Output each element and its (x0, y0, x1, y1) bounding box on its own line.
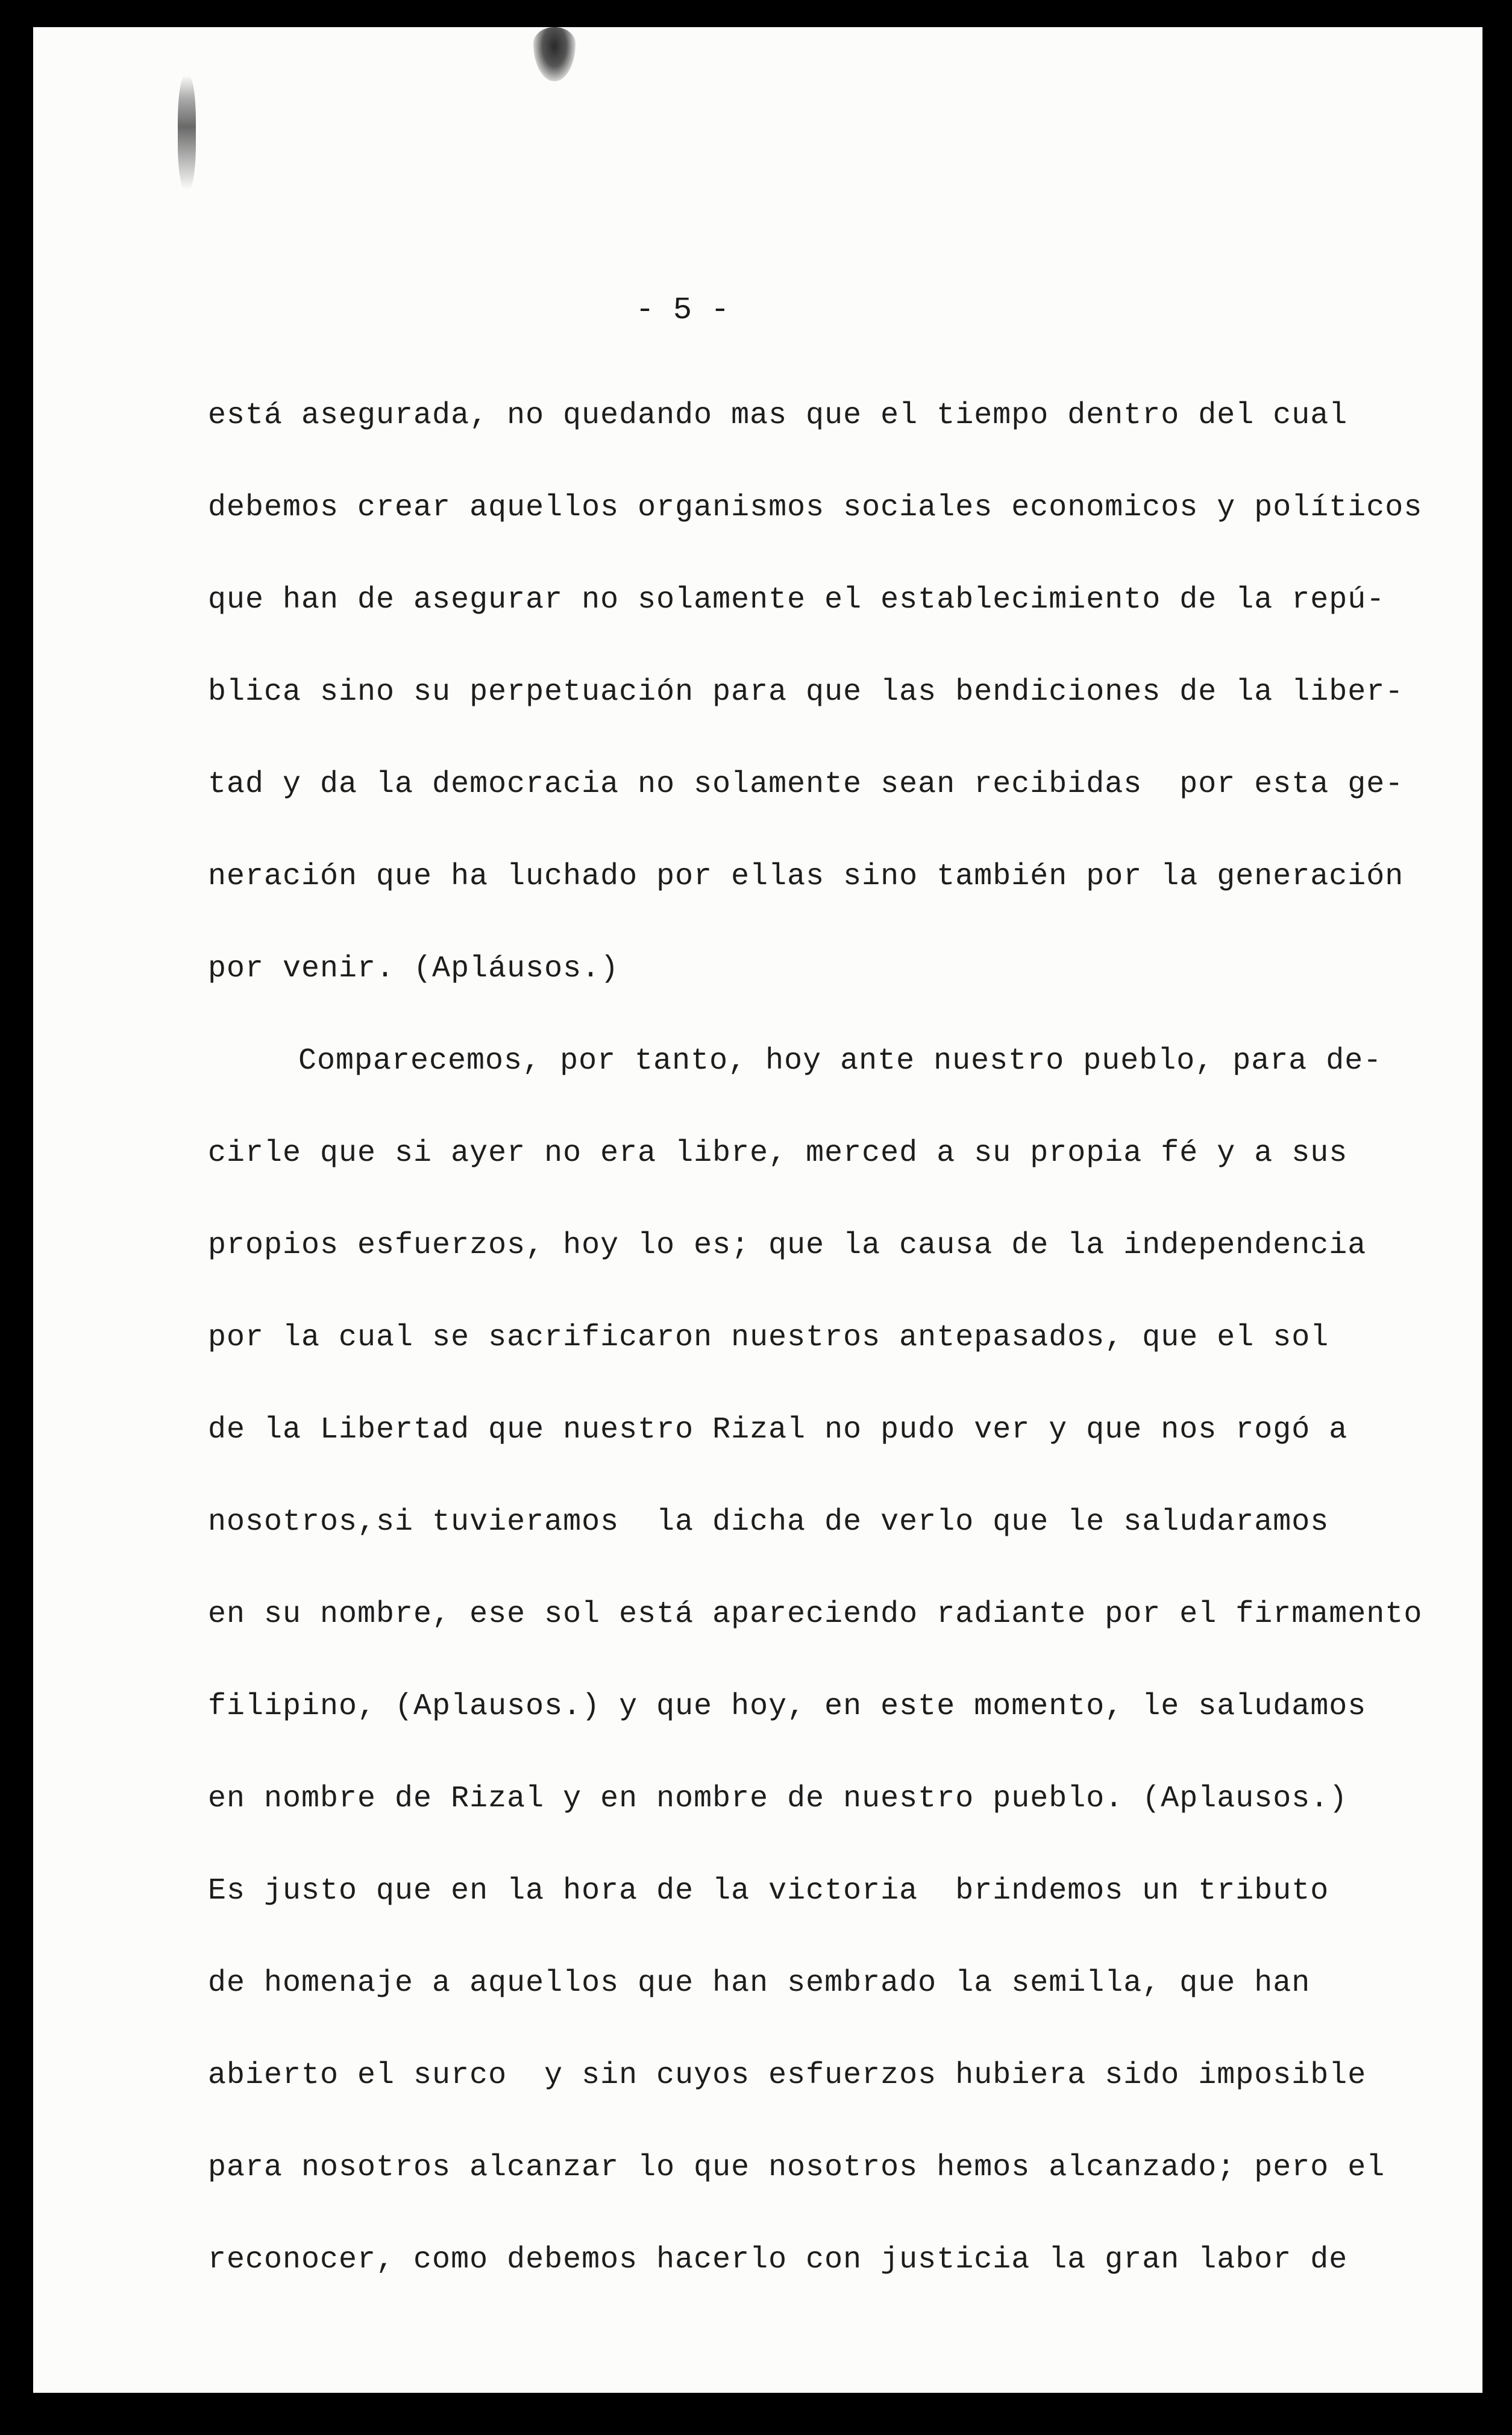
text-line: en su nombre, ese sol está apareciendo radiante por el firmamento (208, 1597, 1423, 1632)
text-line: reconocer, como debemos hacerlo con justicia la gran labor de (208, 2243, 1348, 2277)
text-line: Comparecemos, por tanto, hoy ante nuestro pueblo, para de- (298, 1044, 1382, 1078)
ink-smudge (533, 27, 576, 81)
text-line: propios esfuerzos, hoy lo es; que la causa de la independencia (208, 1228, 1367, 1263)
text-line: está asegurada, no quedando mas que el tiempo dentro del cual (208, 398, 1348, 433)
text-line: cirle que si ayer no era libre, merced a su propia fé y a sus (208, 1136, 1348, 1170)
text-line: neración que ha luchado por ellas sino también por la generación (208, 859, 1404, 894)
text-line: filipino, (Aplausos.) y que hoy, en este momento, le saludamos (208, 1689, 1367, 1724)
text-line: de homenaje a aquellos que han sembrado la semilla, que han (208, 1966, 1311, 2000)
text-line: por la cual se sacrificaron nuestros antepasados, que el sol (208, 1321, 1329, 1355)
text-line: por venir. (Apláusos.) (208, 952, 620, 986)
text-line: tad y da la democracia no solamente sean recibidas por esta ge- (208, 767, 1404, 802)
ink-smudge (178, 75, 196, 190)
text-line: que han de asegurar no solamente el establecimiento de la repú- (208, 583, 1385, 617)
text-line: abierto el surco y sin cuyos esfuerzos hubiera sido imposible (208, 2058, 1367, 2093)
text-line: para nosotros alcanzar lo que nosotros hemos alcanzado; pero el (208, 2151, 1385, 2185)
text-line: de la Libertad que nuestro Rizal no pudo ver y que nos rogó a (208, 1413, 1348, 1447)
document-page (33, 27, 1482, 2393)
body-text (208, 383, 1482, 2319)
text-line: Es justo que en la hora de la victoria brindemos un tributo (208, 1874, 1329, 1908)
text-line: blica sino su perpetuación para que las bendiciones de la liber- (208, 675, 1404, 709)
page-number: - 5 - (635, 292, 730, 328)
text-line: nosotros,si tuvieramos la dicha de verlo que le saludaramos (208, 1505, 1329, 1539)
text-line: en nombre de Rizal y en nombre de nuestro pueblo. (Aplausos.) (208, 1782, 1348, 1816)
text-line: debemos crear aquellos organismos sociales economicos y políticos (208, 491, 1423, 525)
